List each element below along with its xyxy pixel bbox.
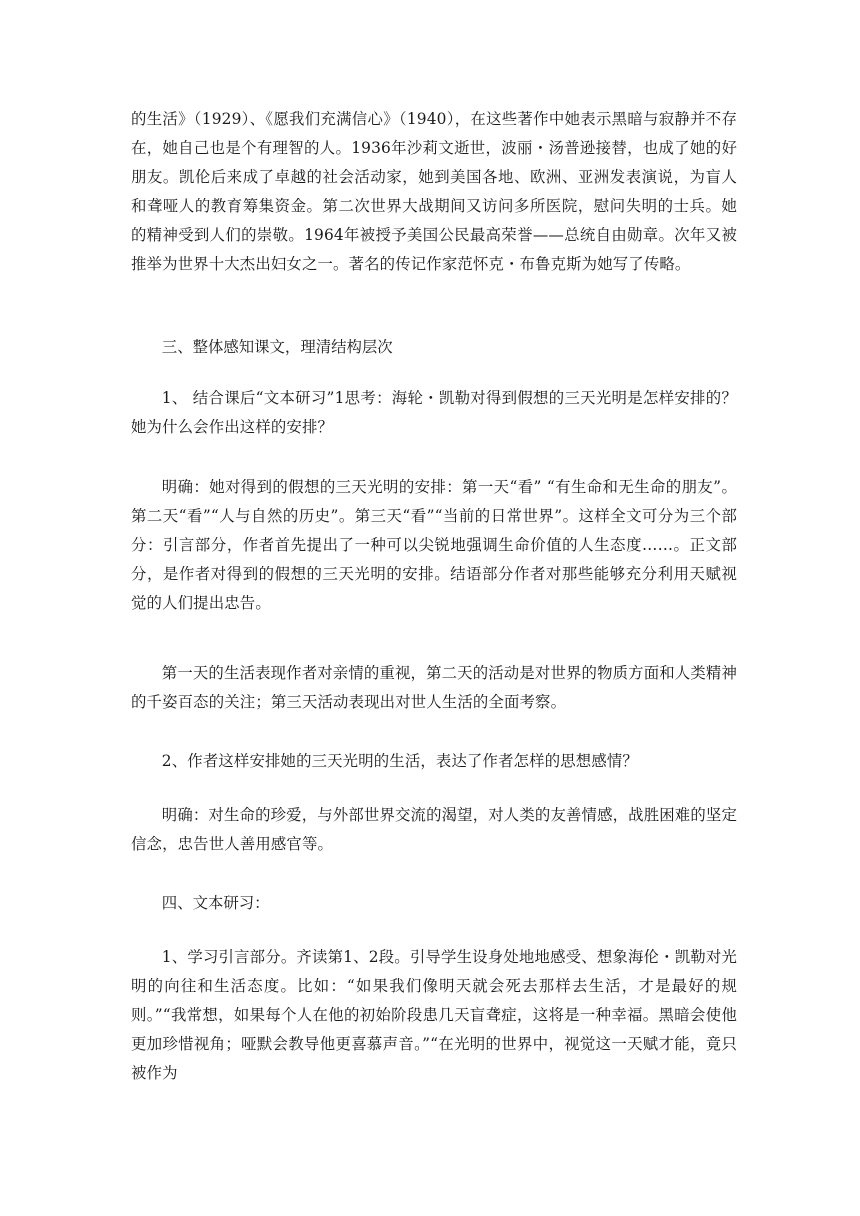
study-item-1: 1、学习引言部分。齐读第1、2段。引导学生设身处地地感受、想象海伦・凯勒对光明的向往和生活态度。比如：“如果我们像明天就会死去那样去生活，才是最好的规则。”“我常想，如果每个人在他的初始阶段患几天盲聋症，这将是一种幸福。黑暗会使他更加珍惜视角；哑默会教导他更喜慕声音。”“在光明的世界中，视觉这一天赋才能，竟只被作为 [131,948,737,1082]
answer-1: 明确：她对得到的假想的三天光明的安排：第一天“看” “有生命和无生命的朋友”。第二天“看”“人与自然的历史”。第三天“看”“当前的日常世界”。这样全文可分为三个部分：引言部分，作者首先提出了一种可以尖锐地强调生命价值的人生态度……。正文部分，是作者对得到的假想的三天光明的安排。结语部分作者对那些能够充分利用天赋视觉的人们提出忠告。 [131,478,737,612]
answer-2: 明确：对生命的珍爱，与外部世界交流的渴望，对人类的友善情感，战胜困难的坚定信念，忠告世人善用感官等。 [131,806,737,853]
paragraph-biography: 的生活》（1929）、《愿我们充满信心》（1940），在这些著作中她表示黑暗与寂静并不存在，她自己也是个有理智的人。1936年沙莉文逝世，波丽・汤普逊接替，也成了她的好朋友。凯伦后来成了卓越的社会活动家，她到美国各地、欧洲、亚洲发表演说，为盲人和聋哑人的教育筹集资金。第二次世界大战期间又访问多所医院，慰问失明的士兵。她的精神受到人们的崇敬。1964年被授予美国公民最高荣誉——总统自由勋章。次年又被推举为世界十大杰出妇女之一。著名的传记作家范怀克・布鲁克斯为她写了传略。 [131,110,737,273]
section-heading-overall-perception: 三、整体感知课文，理清结构层次 [161,338,393,356]
question-1: 1、 结合课后“文本研习”1思考：海轮・凯勒对得到假想的三天光明是怎样安排的？她为什么会作出这样的安排？ [131,389,737,436]
question-2: 2、作者这样安排她的三天光明的生活，表达了作者怎样的思想感情？ [161,752,638,770]
section-heading-text-study: 四、文本研习： [161,894,270,912]
answer-1-continued: 第一天的生活表现作者对亲情的重视，第二天的活动是对世界的物质方面和人类精神的千姿百态的关注；第三天活动表现出对世人生活的全面考察。 [131,664,737,711]
